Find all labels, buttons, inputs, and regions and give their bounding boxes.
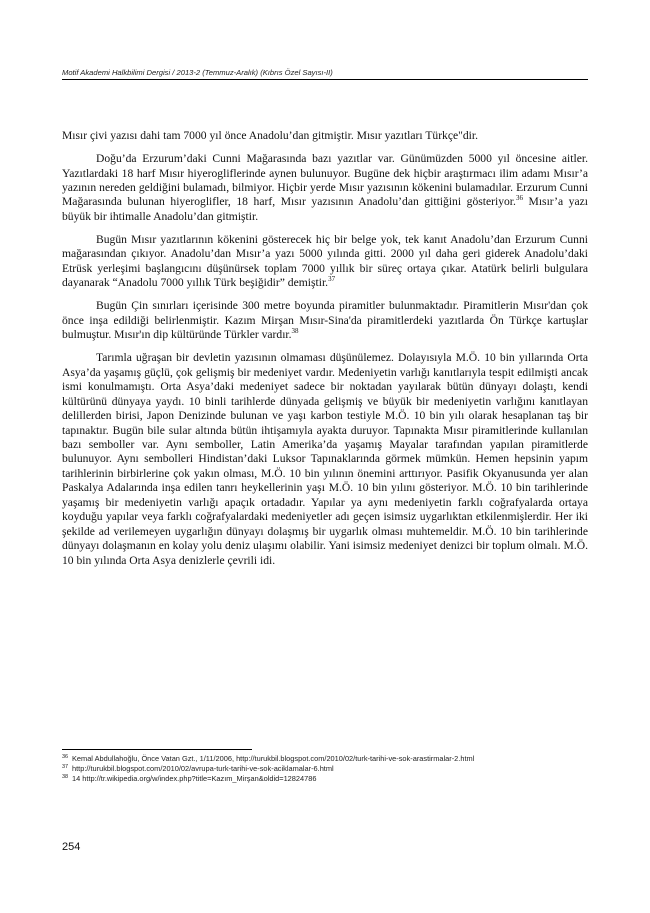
- footnote-number: 38: [62, 774, 69, 781]
- footnote-ref[interactable]: 36: [515, 194, 523, 203]
- paragraph-tail: Mısır’a yazı büyük bir ihtimalle Anadolu’dan gitmiştir.: [62, 195, 588, 223]
- footnote: [62, 754, 588, 764]
- paragraph-text: Tarımla uğraşan bir devletin yazısının olmaması düşünülemez. Dolayısıyla M.Ö. 10 bin yıllarında Orta Asya’da yaşamış güçlü, çok gelişmiş bir medeniyet vardır. Medeniyetin varlığı kanıtlarıyla tespit edilmişti ancak ismi konulmamıştı. Orta Asya’daki medeniyet sadece bir noktadan yayılarak bütün dünyayı dolaştı, kendi kültürünü dünyaya yaydı. 10 binli tarihlerde dünyada gelişmiş ve büyük bir medeniyetin varlığını kanıtlayan delillerden birisi, Japon Denizinde bulunan ve yaşı karbon testiyle M.Ö. 10 bin yılı olarak hesaplanan taş bir tapınaktır. Bugün bile sular altında bütün ihtişamıyla ayakta duruyor. Tapınakta Mısır piramitlerinde kullanılan bazı semboller var. Aynı semboller, Latin Amerika’da yaşamış Mayalar tarafından yapılan piramitlerde bulunuyor. Aynı sembolleri Hindistan’daki Luksor Tapınaklarında görmek mümkün. Hemen hepsinin yapım tarihlerinin birbirlerine çok yakın olması, M.Ö. 10 bin yılının önemini arttırıyor. Pasifik Okyanusunda yer alan Paskalya Adalarında inşa edilen tanrı heykellerinin yaşı M.Ö. 10 bin yılını gösteriyor. M.Ö. 10 bin tarihlerinde yaşamış bir medeniyetin varlığı apaçık ortadadır. Yapılar ya aynı medeniyetin farklı coğrafyalarda ortaya koyduğu yapılar veya farklı coğrafyalardaki medeniyetler adı geçen isimsiz uygarlıktan etkilenmişlerdir. Her iki şekilde ad verilemeyen uygarlığın dünyayı dolaşmış bir uygarlık olması muhtemeldir. M.Ö. 10 bin tarihlerinde dünyayı dolaşmanın en kolay yolu deniz ulaşımı olabilir. Yani isimsiz medeniyet denizci bir toplum olmalı. M.Ö. 10 bin yılında Orta Asya denizlerle çevrili idi.: [62, 351, 588, 567]
- footnotes: [62, 754, 588, 785]
- paragraph-text: Bugün Mısır yazıtlarının kökenini gösterecek hiç bir belge yok, tek kanıt Anadolu’dan Erzurum Cunni mağarasından çıkıyor. Anadolu’dan Mısır’a yazı 5000 yılında gitti. 2000 yıl daha geri giderek Anadolu’daki Etrüsk yerleşimi başlangıcını düşünürsek toplam 7000 yıllık bir süreç ortaya çıkar. Atatürk belirli bulgulara dayanarak “Anadolu 7000 yıllık Türk beşiğidir” demiştir.: [62, 232, 588, 290]
- paragraph: [62, 233, 588, 291]
- footnote-number: 37: [62, 764, 69, 771]
- footnote-text: http://turukbil.blogspot.com/2010/02/avrupa-turk-tarihi-ve-sok-aciklamalar-6.html: [72, 764, 334, 774]
- header-divider: [62, 79, 588, 80]
- paragraph: [62, 152, 588, 224]
- footnote-ref[interactable]: 38: [291, 327, 299, 336]
- running-header: Motif Akademi Halkbilimi Dergisi / 2013-2 (Temmuz-Aralık) (Kıbrıs Özel Sayısı-II): [62, 68, 333, 77]
- footnote-divider: [62, 749, 252, 750]
- footnote-text: 14 http://tr.wikipedia.org/w/index.php?title=Kazım_Mirşan&oldid=12824786: [72, 774, 317, 784]
- paragraph-text: Mısır çivi yazısı dahi tam 7000 yıl önce Anadolu’dan gitmiştir. Mısır yazıtları Türkçe"dir.: [62, 129, 479, 142]
- paragraph: [62, 299, 588, 342]
- paragraph-text: Doğu’da Erzurum’daki Cunni Mağarasında bazı yazıtlar var. Günümüzden 5000 yıl öncesine aitler. Yazıtlardaki 18 harf Mısır hiyerogliflerinde aynen bulunuyor. Bugüne dek hiçbir araştırmacı ilim adamı Mısır’a yazının nereden geldiğini bulamadı, bilmiyor. Hiçbir yerde Mısır yazısının kökenini bulamadılar. Erzurum Cunni Mağarasında bulunan hiyeroglifler, 18 harf, Mısır yazısının Anadolu’dan gittiğini gösteriyor.: [62, 152, 588, 209]
- footnote-text: Kemal Abdullahoğlu, Önce Vatan Gzt., 1/11/2006, http://turukbil.blogspot.com/2010/02/turk-tarihi-ve-sok-arastirmalar-2.html: [72, 754, 475, 763]
- footnote: [62, 774, 588, 784]
- body-text: [62, 129, 588, 577]
- footnote: [62, 764, 588, 774]
- paragraph: [62, 351, 588, 568]
- page-number: 254: [62, 841, 81, 853]
- footnote-number: 36: [62, 754, 69, 760]
- footnote-ref[interactable]: 37: [328, 275, 336, 284]
- paragraph: [62, 129, 588, 143]
- paragraph-text: Bugün Çin sınırları içerisinde 300 metre boyunda piramitler bulunmaktadır. Piramitlerin Mısır'dan çok önce inşa edildiği belirlenmiştir. Kazım Mirşan Mısır-Sina'da piramitlerdeki yazıtlarda Ön Türkçe kartuşlar bulmuştur. Mısır'ın dip kültüründe Türkler vardır.: [62, 299, 588, 342]
